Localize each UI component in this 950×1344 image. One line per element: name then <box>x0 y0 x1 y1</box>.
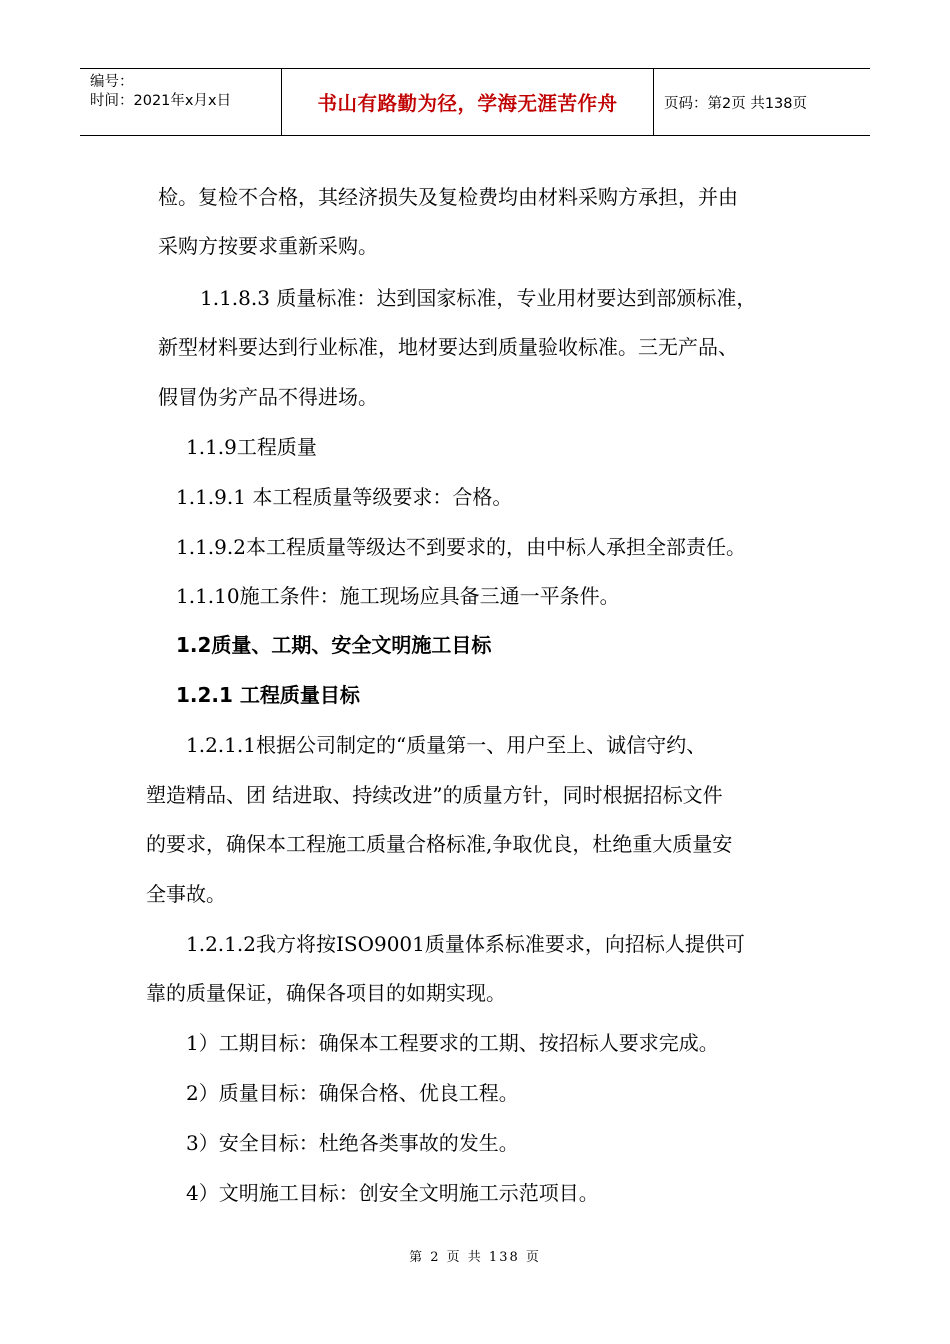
list-item: 2）质量目标：确保合格、优良工程。 <box>186 1081 519 1105</box>
paragraph-line: 1.1.9.1 本工程质量等级要求：合格。 <box>176 485 513 509</box>
paragraph-line: 假冒伪劣产品不得进场。 <box>158 385 378 409</box>
paragraph-line: 采购方按要求重新采购。 <box>158 234 378 258</box>
paragraph-line: 1.2.1.1根据公司制定的“质量第一、用户至上、诚信守约、 <box>186 733 707 757</box>
paragraph-line: 靠的质量保证，确保各项目的如期实现。 <box>146 981 506 1005</box>
list-item: 1）工期目标：确保本工程要求的工期、按招标人要求完成。 <box>186 1031 719 1055</box>
header-meta <box>80 69 282 135</box>
header-motto-cell <box>282 69 654 135</box>
header-page-info: 页码：第2页 共138页 <box>664 95 808 112</box>
list-item: 4）文明施工目标：创安全文明施工示范项目。 <box>186 1181 599 1205</box>
document-number-label: 编号： <box>90 74 134 90</box>
paragraph-line: 塑造精品、团 结进取、持续改进”的质量方针，同时根据招标文件 <box>146 783 723 807</box>
paragraph-line: 检。复检不合格，其经济损失及复检费均由材料采购方承担，并由 <box>158 185 738 209</box>
paragraph-line: 1.1.8.3 质量标准：达到国家标准，专业用材要达到部颁标准， <box>200 286 757 310</box>
page-footer: 第 2 页 共 138 页 <box>409 1250 541 1265</box>
document-time-label: 时间：2021年x月x日 <box>90 93 232 109</box>
paragraph-line: 新型材料要达到行业标准，地材要达到质量验收标准。三无产品、 <box>158 335 738 359</box>
page-header <box>80 68 870 136</box>
list-item: 3）安全目标：杜绝各类事故的发生。 <box>186 1131 519 1155</box>
section-heading: 1.2质量、工期、安全文明施工目标 <box>176 633 492 657</box>
header-motto: 书山有路勤为径，学海无涯苦作舟 <box>317 92 618 115</box>
paragraph-line: 1.1.10施工条件：施工现场应具备三通一平条件。 <box>176 584 620 608</box>
subsection-heading: 1.2.1 工程质量目标 <box>176 683 360 707</box>
paragraph-line: 1.1.9.2本工程质量等级达不到要求的，由中标人承担全部责任。 <box>176 535 746 559</box>
paragraph-line: 1.1.9工程质量 <box>186 435 317 459</box>
paragraph-line: 的要求，确保本工程施工质量合格标准,争取优良，杜绝重大质量安 <box>146 832 733 856</box>
paragraph-line: 全事故。 <box>146 882 226 906</box>
paragraph-line: 1.2.1.2我方将按ISO9001质量体系标准要求，向招标人提供可 <box>186 932 745 956</box>
